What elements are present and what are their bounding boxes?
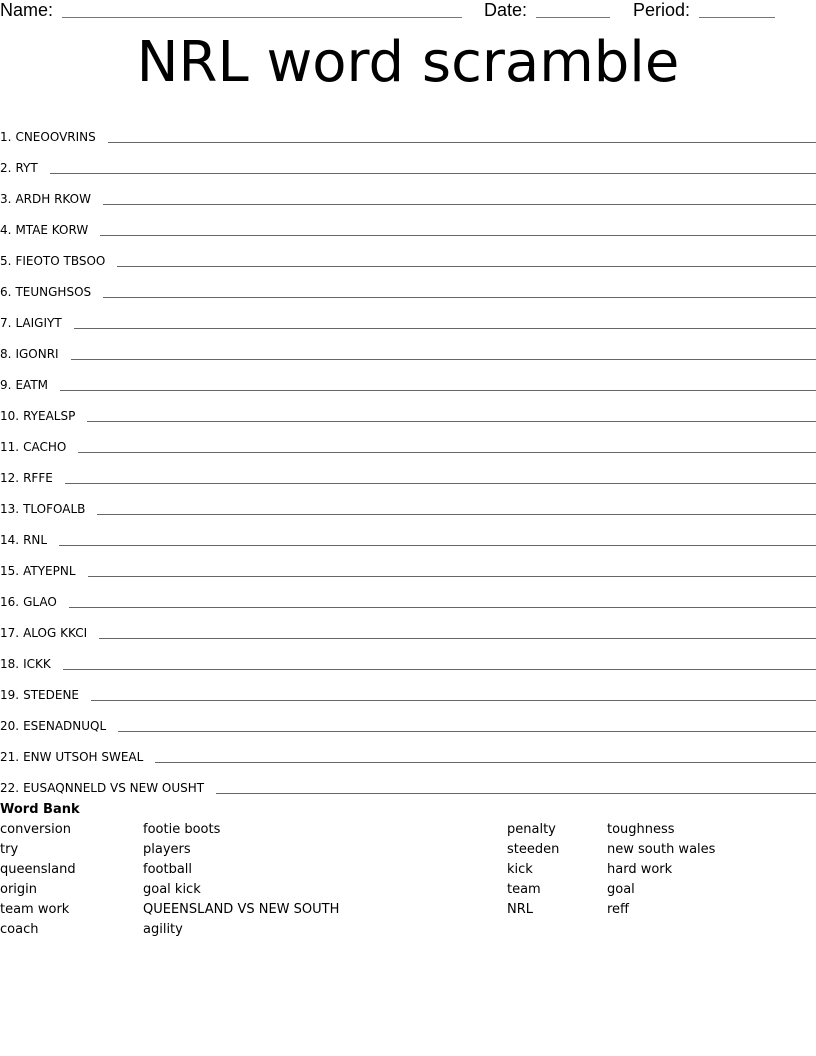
question-number: 10. xyxy=(0,409,20,423)
scrambled-word: RYT xyxy=(15,161,38,175)
scrambled-word: RNL xyxy=(23,533,48,547)
student-info-header xyxy=(0,0,816,24)
question-row xyxy=(0,206,816,237)
scrambled-word: GLAO xyxy=(23,595,57,609)
answer-line[interactable] xyxy=(71,359,816,360)
question-row xyxy=(0,702,816,733)
word-bank-item: kick xyxy=(507,862,533,877)
period-label: Period: xyxy=(633,0,691,20)
question-row xyxy=(0,516,816,547)
scrambled-word: IGONRI xyxy=(15,347,59,361)
question-number: 2. xyxy=(0,161,12,175)
question-row xyxy=(0,671,816,702)
answer-line[interactable] xyxy=(97,514,816,515)
question-number: 21. xyxy=(0,750,20,764)
question-number: 12. xyxy=(0,471,20,485)
answer-line[interactable] xyxy=(99,638,816,639)
scrambled-word: CACHO xyxy=(23,440,67,454)
page-title: NRL word scramble xyxy=(136,30,680,95)
word-bank-item: football xyxy=(143,862,193,877)
scrambled-word: ATYEPNL xyxy=(23,564,76,578)
scrambled-word: TEUNGHSOS xyxy=(15,285,92,299)
word-bank-column-2 xyxy=(143,822,339,942)
question-number: 6. xyxy=(0,285,12,299)
word-bank-title: Word Bank xyxy=(0,802,80,817)
answer-line[interactable] xyxy=(118,731,816,732)
scrambled-word: RYEALSP xyxy=(23,409,76,423)
answer-line[interactable] xyxy=(108,142,816,143)
question-number: 4. xyxy=(0,223,12,237)
question-list xyxy=(0,113,816,795)
word-bank-column-3 xyxy=(507,822,559,922)
question-number: 19. xyxy=(0,688,20,702)
answer-line[interactable] xyxy=(100,235,816,236)
word-bank-item: coach xyxy=(0,922,39,937)
question-number: 8. xyxy=(0,347,12,361)
question-number: 15. xyxy=(0,564,20,578)
scrambled-word: EATM xyxy=(15,378,48,392)
question-row xyxy=(0,330,816,361)
answer-line[interactable] xyxy=(74,328,816,329)
question-row xyxy=(0,144,816,175)
word-bank-item: team work xyxy=(0,902,70,917)
answer-line[interactable] xyxy=(103,297,816,298)
question-number: 11. xyxy=(0,440,20,454)
answer-line[interactable] xyxy=(91,700,816,701)
scrambled-word: ICKK xyxy=(23,657,51,671)
answer-line[interactable] xyxy=(63,669,816,670)
name-label: Name: xyxy=(0,0,54,20)
scrambled-word: FIEOTO TBSOO xyxy=(15,254,106,268)
question-number: 9. xyxy=(0,378,12,392)
word-bank-item: agility xyxy=(143,922,183,937)
word-bank-item: queensland xyxy=(0,862,76,877)
name-line[interactable] xyxy=(62,17,462,18)
answer-line[interactable] xyxy=(117,266,816,267)
word-bank-item: QUEENSLAND VS NEW SOUTH xyxy=(143,902,340,917)
question-row xyxy=(0,175,816,206)
question-row xyxy=(0,485,816,516)
word-bank-item: toughness xyxy=(607,822,675,837)
period-line[interactable] xyxy=(699,17,775,18)
question-row xyxy=(0,454,816,485)
question-row xyxy=(0,268,816,299)
answer-line[interactable] xyxy=(78,452,816,453)
word-bank-item: team xyxy=(507,882,541,897)
word-bank-item: penalty xyxy=(507,822,556,837)
question-row xyxy=(0,640,816,671)
scrambled-word: TLOFOALB xyxy=(23,502,86,516)
scrambled-word: EUSAQNNELD VS NEW OUSHT xyxy=(23,781,205,795)
scrambled-word: ESENADNUQL xyxy=(23,719,107,733)
date-line[interactable] xyxy=(536,17,610,18)
answer-line[interactable] xyxy=(50,173,816,174)
scrambled-word: ENW UTSOH SWEAL xyxy=(23,750,144,764)
answer-line[interactable] xyxy=(155,762,816,763)
answer-line[interactable] xyxy=(60,390,816,391)
question-row xyxy=(0,423,816,454)
scrambled-word: RFFE xyxy=(23,471,53,485)
answer-line[interactable] xyxy=(103,204,816,205)
question-row xyxy=(0,392,816,423)
question-row xyxy=(0,113,816,144)
question-row xyxy=(0,299,816,330)
answer-line[interactable] xyxy=(59,545,816,546)
question-row xyxy=(0,361,816,392)
question-row xyxy=(0,733,816,764)
scrambled-word: CNEOOVRINS xyxy=(15,130,96,144)
word-bank-item: new south wales xyxy=(607,842,716,857)
word-bank-item: footie boots xyxy=(143,822,221,837)
question-row xyxy=(0,609,816,640)
word-bank-item: goal xyxy=(607,882,635,897)
word-bank-item: reff xyxy=(607,902,630,917)
answer-line[interactable] xyxy=(87,421,816,422)
question-number: 18. xyxy=(0,657,20,671)
word-bank-item: hard work xyxy=(607,862,673,877)
question-number: 3. xyxy=(0,192,12,206)
question-number: 14. xyxy=(0,533,20,547)
date-label: Date: xyxy=(484,0,528,20)
question-number: 22. xyxy=(0,781,20,795)
question-number: 16. xyxy=(0,595,20,609)
scrambled-word: STEDENE xyxy=(23,688,80,702)
word-bank-item: players xyxy=(143,842,191,857)
question-row xyxy=(0,237,816,268)
question-number: 1. xyxy=(0,130,12,144)
scrambled-word: ARDH RKOW xyxy=(15,192,91,206)
word-bank-item: try xyxy=(0,842,19,857)
word-bank-item: origin xyxy=(0,882,38,897)
answer-line[interactable] xyxy=(65,483,816,484)
question-number: 13. xyxy=(0,502,20,516)
word-bank-item: steeden xyxy=(507,842,560,857)
answer-line[interactable] xyxy=(216,793,816,794)
question-number: 17. xyxy=(0,626,20,640)
question-number: 5. xyxy=(0,254,12,268)
word-bank-column-4 xyxy=(607,822,715,922)
word-bank-item: NRL xyxy=(507,902,533,917)
scrambled-word: LAIGIYT xyxy=(15,316,62,330)
question-number: 7. xyxy=(0,316,12,330)
word-bank-column-1 xyxy=(0,822,76,942)
word-bank-item: goal kick xyxy=(143,882,201,897)
question-row xyxy=(0,764,816,795)
word-bank-item: conversion xyxy=(0,822,71,837)
question-number: 20. xyxy=(0,719,20,733)
answer-line[interactable] xyxy=(69,607,816,608)
question-row xyxy=(0,578,816,609)
scrambled-word: MTAE KORW xyxy=(15,223,89,237)
scrambled-word: ALOG KKCI xyxy=(23,626,88,640)
answer-line[interactable] xyxy=(88,576,816,577)
question-row xyxy=(0,547,816,578)
